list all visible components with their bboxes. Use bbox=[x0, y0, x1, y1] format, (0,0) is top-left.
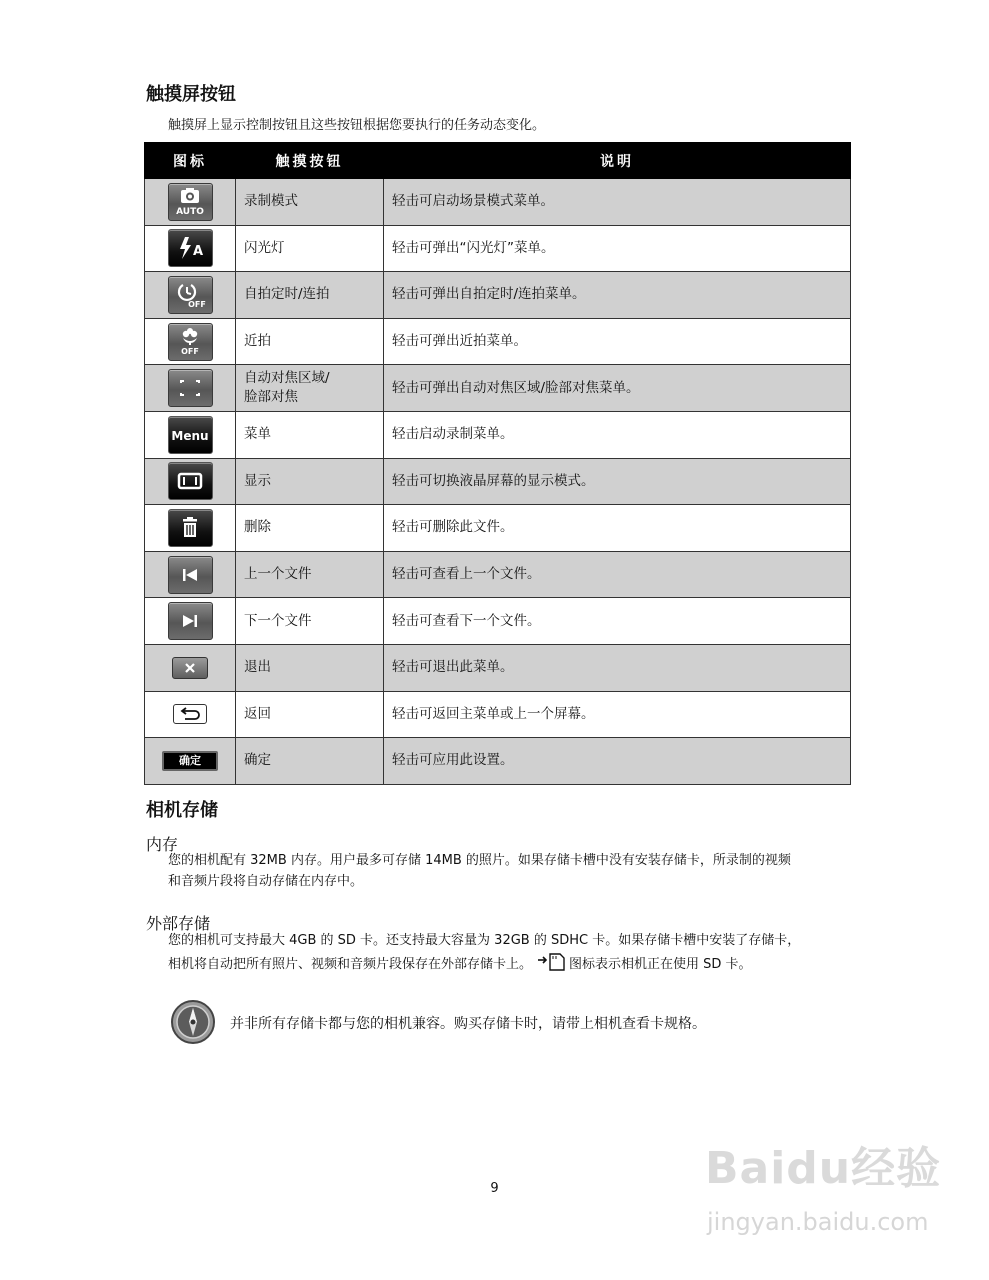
button-description: 轻击可弹出自动对焦区域/脸部对焦菜单。 bbox=[384, 365, 851, 412]
button-name: 返回 bbox=[236, 691, 384, 738]
external-storage-line1: 您的相机可支持最大 4GB 的 SD 卡。还支持最大容量为 32GB 的 SDHC 卡。如果存储卡槽中安装了存储卡， bbox=[168, 933, 801, 948]
button-name: 近拍 bbox=[236, 318, 384, 365]
sd-card-icon bbox=[536, 951, 566, 978]
touch-buttons-intro: 触摸屏上显示控制按钮且这些按钮根据您要执行的任务动态变化。 bbox=[168, 118, 546, 133]
table-row bbox=[145, 644, 851, 691]
header-icon: 图标 bbox=[145, 143, 236, 179]
button-description: 轻击可查看上一个文件。 bbox=[384, 551, 851, 598]
button-description: 轻击可弹出近拍菜单。 bbox=[384, 318, 851, 365]
auto-mode-icon bbox=[168, 183, 213, 221]
watermark-url: jingyan.baidu.com bbox=[707, 1208, 929, 1236]
button-description: 轻击可弹出“闪光灯”菜单。 bbox=[384, 225, 851, 272]
button-name: 下一个文件 bbox=[236, 598, 384, 645]
external-storage-paragraph bbox=[168, 930, 800, 978]
external-storage-line2-after: 图标表示相机正在使用 SD 卡。 bbox=[569, 957, 752, 972]
table-header-row bbox=[145, 143, 851, 179]
table-row bbox=[145, 272, 851, 319]
table-row bbox=[145, 225, 851, 272]
touch-buttons-title: 触摸屏按钮 bbox=[146, 84, 236, 105]
table-row bbox=[145, 598, 851, 645]
table-row bbox=[145, 551, 851, 598]
internal-memory-line2: 和音频片段将自动存储在内存中。 bbox=[168, 874, 364, 889]
compatibility-note: 并非所有存储卡都与您的相机兼容。购买存储卡时，请带上相机查看卡规格。 bbox=[230, 1016, 706, 1032]
page-number: 9 bbox=[490, 1181, 499, 1196]
header-description: 说明 bbox=[384, 143, 851, 179]
button-description: 轻击可查看下一个文件。 bbox=[384, 598, 851, 645]
self-timer-icon-label: OFF bbox=[188, 299, 206, 309]
button-description: 轻击可删除此文件。 bbox=[384, 505, 851, 552]
button-name: 退出 bbox=[236, 644, 384, 691]
watermark-brand: Baidu经验 bbox=[705, 1143, 942, 1194]
close-icon bbox=[172, 657, 208, 679]
macro-off-icon bbox=[168, 323, 213, 361]
button-name-line1: 自动对焦区域/ bbox=[244, 370, 330, 387]
button-description: 轻击可切换液晶屏幕的显示模式。 bbox=[384, 458, 851, 505]
macro-icon-label: OFF bbox=[181, 346, 199, 356]
button-name: 显示 bbox=[236, 458, 384, 505]
external-storage-title: 外部存储 bbox=[146, 914, 211, 933]
header-button: 触摸按钮 bbox=[236, 143, 384, 179]
table-row bbox=[145, 365, 851, 412]
self-timer-off-icon bbox=[168, 276, 213, 314]
baidu-watermark bbox=[705, 1132, 945, 1250]
menu-icon-label: Menu bbox=[171, 428, 209, 443]
display-icon bbox=[168, 462, 213, 500]
external-storage-line2-before: 相机将自动把所有照片、视频和音频片段保存在外部存储卡上。 bbox=[168, 957, 533, 972]
flash-auto-icon bbox=[168, 229, 213, 267]
button-name: 菜单 bbox=[236, 411, 384, 458]
internal-memory-line1: 您的相机配有 32MB 内存。用户最多可存储 14MB 的照片。如果存储卡槽中没有安装存储卡，所录制的视频 bbox=[168, 853, 791, 868]
button-description: 轻击可应用此设置。 bbox=[384, 738, 851, 785]
internal-memory-title: 内存 bbox=[146, 835, 179, 854]
trash-icon bbox=[168, 509, 213, 547]
table-row bbox=[145, 458, 851, 505]
return-icon bbox=[173, 704, 207, 724]
previous-file-icon bbox=[168, 556, 213, 594]
button-description: 轻击可弹出自拍定时/连拍菜单。 bbox=[384, 272, 851, 319]
button-name: 自拍定时/连拍 bbox=[236, 272, 384, 319]
table-row bbox=[145, 691, 851, 738]
external-storage-line2 bbox=[168, 951, 800, 978]
button-description: 轻击启动录制菜单。 bbox=[384, 411, 851, 458]
button-name-line2: 脸部对焦 bbox=[244, 389, 298, 406]
flash-auto-icon-label: A bbox=[192, 244, 204, 260]
auto-mode-icon-label: AUTO bbox=[176, 206, 204, 217]
table-row bbox=[145, 179, 851, 226]
button-name: 闪光灯 bbox=[236, 225, 384, 272]
internal-memory-paragraph bbox=[168, 850, 791, 892]
camera-storage-title: 相机存储 bbox=[146, 800, 218, 821]
next-file-icon bbox=[168, 602, 213, 640]
button-description: 轻击可启动场景模式菜单。 bbox=[384, 179, 851, 226]
compass-icon bbox=[170, 999, 216, 1049]
table-row bbox=[145, 411, 851, 458]
button-description: 轻击可返回主菜单或上一个屏幕。 bbox=[384, 691, 851, 738]
button-description: 轻击可退出此菜单。 bbox=[384, 644, 851, 691]
button-name: 录制模式 bbox=[236, 179, 384, 226]
button-name: 确定 bbox=[236, 738, 384, 785]
ok-icon: 确定 bbox=[162, 751, 218, 771]
table-row bbox=[145, 738, 851, 785]
button-name: 上一个文件 bbox=[236, 551, 384, 598]
table-row bbox=[145, 318, 851, 365]
button-name: 删除 bbox=[236, 505, 384, 552]
table-row bbox=[145, 505, 851, 552]
menu-icon bbox=[168, 416, 213, 454]
touch-buttons-table bbox=[144, 142, 851, 785]
focus-area-icon bbox=[168, 369, 213, 407]
